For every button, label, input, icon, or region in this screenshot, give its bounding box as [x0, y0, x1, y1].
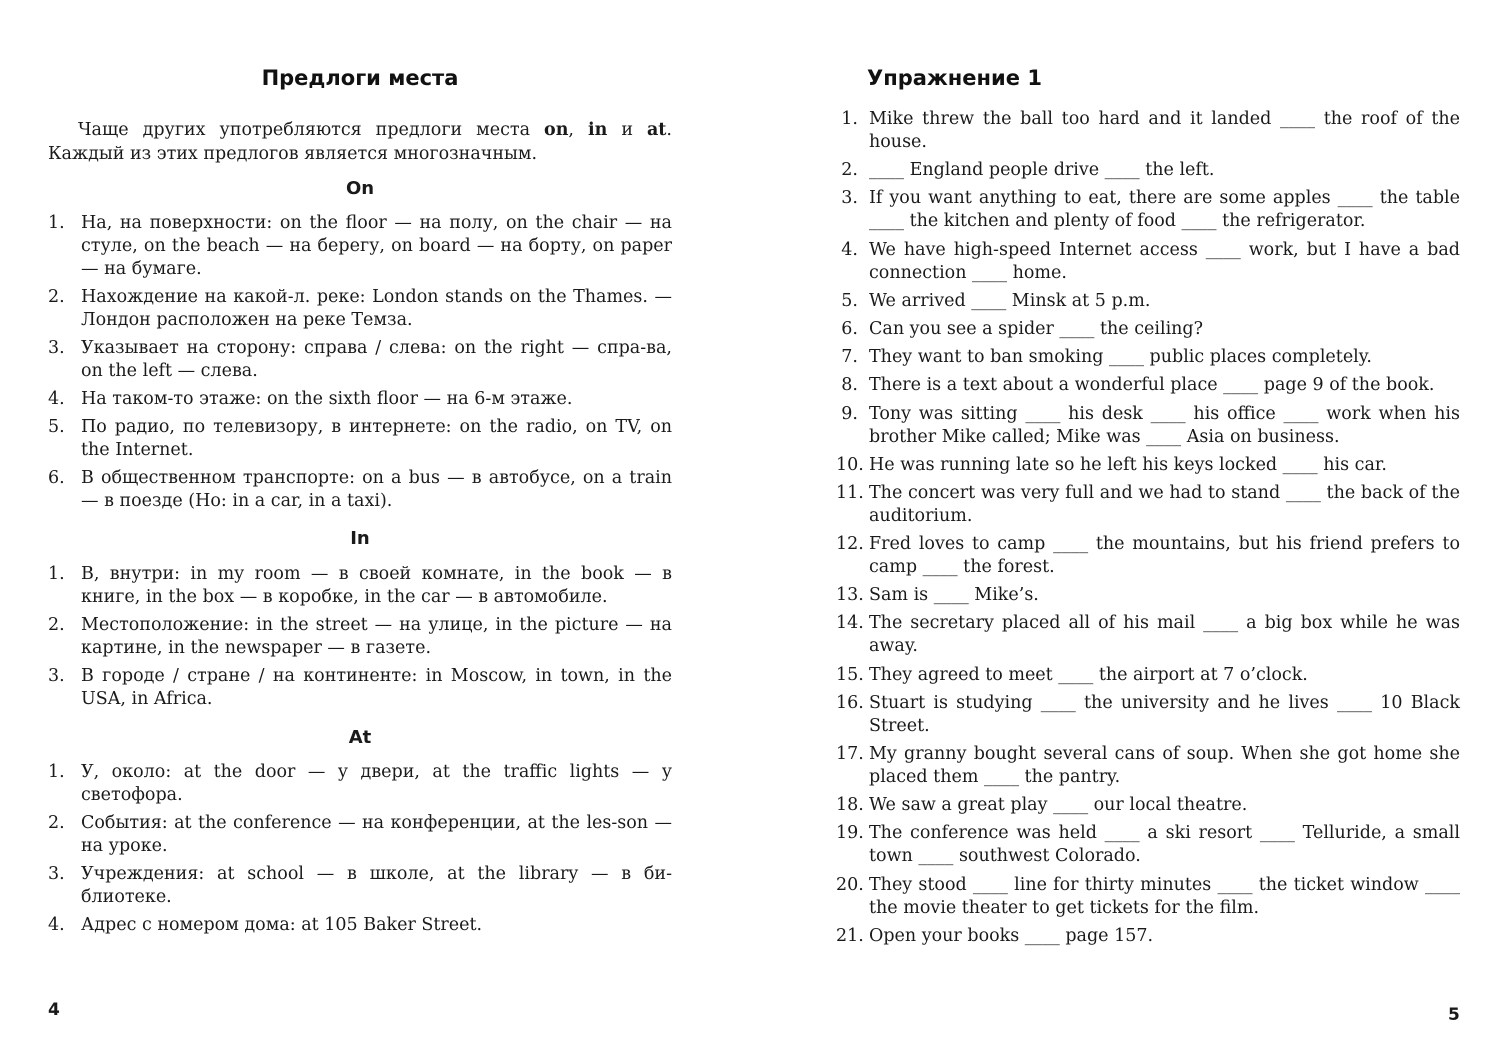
item-number: 2. [48, 813, 65, 833]
exercise-item [836, 533, 1460, 579]
list-item [48, 388, 672, 411]
list-item [48, 286, 672, 332]
item-text: ____ England people drive ____ the left. [869, 160, 1215, 181]
item-number: 2. [48, 615, 65, 635]
item-text: If you want anything to eat, there are some apples ____ the table ____ the kitchen and plenty of food ____ the refrigerator. [869, 188, 1460, 232]
exercise-item [836, 403, 1460, 449]
exercise-item [836, 454, 1460, 477]
item-number: 16. [836, 692, 864, 713]
intro-paragraph [48, 118, 672, 166]
list-item [48, 812, 672, 858]
section-list-in [48, 563, 672, 716]
list-item [48, 914, 672, 937]
intro-keyword-on: on [544, 120, 569, 140]
item-text: The conference was held ____ a ski resort ____ Telluride, a small town ____ southwest Colorado. [869, 823, 1460, 867]
section-heading-in: In [350, 528, 370, 549]
item-text: They agreed to meet ____ the airport at 7 o’clock. [869, 664, 1308, 685]
exercise-item [836, 290, 1460, 313]
exercise-title: Упражнение 1 [867, 66, 1042, 90]
item-number: 3. [841, 188, 858, 209]
list-item [48, 212, 672, 281]
item-text: They want to ban smoking ____ public places completely. [869, 347, 1372, 368]
exercise-item [836, 239, 1460, 285]
item-text: Sam is ____ Mike’s. [869, 585, 1039, 606]
exercise-item [836, 346, 1460, 369]
list-item [48, 563, 672, 609]
item-text: На таком-то этаже: on the sixth floor — на 6-м этаже. [81, 389, 573, 409]
item-number: 3. [48, 864, 65, 884]
exercise-item [836, 692, 1460, 738]
exercise-item [836, 743, 1460, 789]
item-number: 5. [841, 290, 858, 311]
item-number: 1. [48, 213, 65, 233]
intro-conjunction: и [607, 120, 647, 140]
exercise-item [836, 664, 1460, 687]
item-number: 18. [836, 795, 864, 816]
item-text: Mike threw the ball too hard and it landed ____ the roof of the house. [869, 109, 1460, 152]
exercise-item [836, 318, 1460, 341]
list-item [48, 665, 672, 711]
item-number: 15. [836, 664, 864, 685]
item-number: 1. [841, 109, 858, 129]
item-number: 3. [48, 666, 65, 686]
item-text: В общественном транспорте: on a bus — в автобусе, on a train — в поезде (Но: in a car, in a taxi). [81, 468, 672, 511]
item-number: 3. [48, 338, 65, 358]
item-text: В, внутри: in my room — в своей комнате, in the book — в книге, in the box — в коробке, in the car — в автомобиле. [81, 564, 672, 607]
item-text: В городе / стране / на континенте: in Moscow, in town, in the USA, in Africa. [81, 666, 672, 709]
exercise-item [836, 874, 1460, 920]
item-text: По радио, по телевизору, в интернете: on the radio, on TV, on the Internet. [81, 417, 672, 460]
item-number: 21. [836, 925, 864, 946]
item-text: Адрес с номером дома: at 105 Baker Street. [81, 915, 483, 935]
item-text: We saw a great play ____ our local theatre. [869, 795, 1248, 816]
item-number: 2. [48, 287, 65, 307]
intro-text-end: . Каждый из этих предлогов является многозначным. [48, 120, 672, 164]
item-text: Указывает на сторону: справа / слева: on the right — спра-ва, on the left — слева. [81, 338, 672, 381]
item-text: Учреждения: at school — в школе, at the library — в би-блиотеке. [81, 864, 672, 907]
item-number: 4. [841, 239, 858, 260]
item-text: Местоположение: in the street — на улице, in the picture — на картине, in the newspaper — в газете. [81, 615, 672, 658]
item-number: 7. [841, 347, 858, 368]
exercise-item [836, 925, 1460, 948]
exercise-item [836, 794, 1460, 817]
item-number: 2. [841, 160, 858, 181]
item-number: 1. [48, 564, 65, 584]
item-number: 5. [48, 417, 65, 437]
section-list-at [48, 761, 672, 942]
item-number: 12. [836, 534, 864, 555]
item-number: 8. [841, 375, 858, 396]
intro-text: Чаще других употребляются предлоги места [78, 120, 545, 140]
item-number: 19. [836, 823, 864, 844]
item-number: 14. [836, 613, 864, 634]
exercise-item [836, 159, 1460, 182]
list-item [48, 416, 672, 462]
list-item [48, 863, 672, 909]
item-text: We have high-speed Internet access ____ work, but I have a bad connection ____ home. [869, 239, 1460, 283]
item-text: There is a text about a wonderful place ____ page 9 of the book. [869, 375, 1435, 396]
exercise-item [836, 374, 1460, 397]
intro-keyword-in: in [587, 120, 608, 140]
item-text: My granny bought several cans of soup. When she got home she placed them ____ the pantry. [869, 744, 1460, 787]
item-number: 9. [841, 403, 858, 424]
item-text: На, на поверхности: on the floor — на полу, on the chair — на стуле, on the beach — на берегу, on board — на борту, on paper — на бумаге. [81, 213, 672, 279]
item-text: The secretary placed all of his mail ____ a big box while he was away. [869, 613, 1460, 657]
list-item [48, 337, 672, 383]
list-item [48, 761, 672, 807]
item-text: У, около: at the door — у двери, at the traffic lights — у светофора. [81, 762, 672, 805]
item-number: 6. [841, 318, 858, 339]
page-number: 5 [1448, 1005, 1460, 1025]
page-title: Предлоги места [261, 66, 459, 90]
exercise-item [836, 584, 1460, 607]
exercise-item [836, 612, 1460, 658]
item-text: Fred loves to camp ____ the mountains, but his friend prefers to camp ____ the forest. [869, 534, 1460, 578]
exercise-item [836, 187, 1460, 233]
item-number: 11. [836, 482, 864, 503]
section-heading-on: On [345, 178, 375, 199]
exercise-item [836, 822, 1460, 868]
intro-keyword-at: at [646, 120, 667, 140]
section-list-on [48, 212, 672, 518]
list-item [48, 614, 672, 660]
item-text: Tony was sitting ____ his desk ____ his office ____ work when his brother Mike called; Mike was ____ Asia on business. [869, 403, 1460, 447]
list-item [48, 467, 672, 513]
item-text: События: at the conference — на конференции, at the les-son — на уроке. [81, 813, 672, 856]
item-text: Нахождение на какой-л. реке: London stands on the Thames. — Лондон расположен на реке Темза. [81, 287, 672, 330]
item-text: He was running late so he left his keys locked ____ his car. [869, 454, 1387, 475]
section-heading-at: At [348, 727, 372, 748]
item-text: The concert was very full and we had to stand ____ the back of the auditorium. [869, 482, 1460, 526]
item-text: Stuart is studying ____ the university and he lives ____ 10 Black Street. [869, 692, 1460, 736]
exercise-item [836, 482, 1460, 528]
item-text: We arrived ____ Minsk at 5 p.m. [869, 290, 1151, 311]
item-number: 13. [836, 585, 864, 606]
exercise-item [836, 108, 1460, 154]
item-text: Can you see a spider ____ the ceiling? [869, 318, 1204, 339]
item-number: 10. [836, 454, 864, 475]
intro-separator: , [568, 120, 588, 140]
item-number: 20. [836, 874, 864, 895]
item-number: 4. [48, 389, 65, 409]
item-number: 17. [836, 744, 864, 764]
exercise-list [836, 108, 1460, 953]
page-number: 4 [48, 1000, 60, 1020]
item-text: They stood ____ line for thirty minutes ____ the ticket window ____ the movie theater to get tickets for the film. [869, 874, 1460, 918]
item-number: 6. [48, 468, 65, 488]
item-number: 4. [48, 915, 65, 935]
item-number: 1. [48, 762, 65, 782]
item-text: Open your books ____ page 157. [869, 925, 1154, 946]
